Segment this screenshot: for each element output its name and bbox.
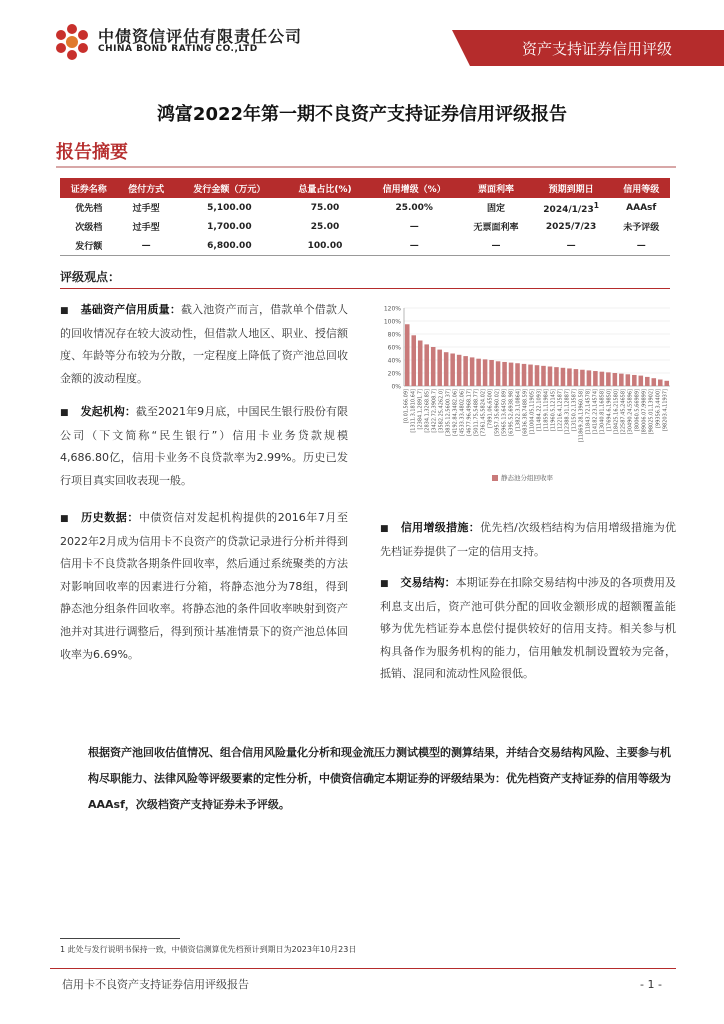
bar: [522, 364, 527, 386]
footnote-divider: [60, 938, 180, 939]
bar: [580, 370, 585, 386]
bar: [574, 369, 579, 386]
x-tick-label: [7361.45,5824.02]: [480, 389, 487, 436]
table-cell: 次级档: [75, 223, 103, 233]
bar: [561, 368, 566, 386]
x-tick-label: [13150.2,13587]: [571, 389, 578, 432]
x-tick-label: [5957.35,6960.02]: [494, 389, 501, 436]
x-tick-label: [4533.33,4802.06]: [459, 389, 466, 436]
x-tick-label: [98203.4,11937]: [662, 389, 669, 432]
table-cell: 25.00%: [395, 202, 433, 213]
header-banner: 资产支持证券信用评级: [470, 30, 724, 66]
bar: [613, 373, 618, 386]
summary-heading: 报告摘要: [56, 142, 128, 163]
view-text: 截至2021年9月底，中国民生银行股份有限公司（下文简称“民生银行”）信用卡业务贷款规模4,686.80亿，信用卡业务不良贷款率为2.99%。历史已发行项目真实回收表现一般。: [60, 405, 348, 487]
table-cell: [530, 198, 613, 217]
bar: [664, 381, 669, 386]
x-tick-label: [1311.3,1810.64]: [410, 389, 417, 433]
page-number: - 1 -: [640, 978, 662, 991]
x-tick-label: [12388.31,12887]: [564, 389, 571, 435]
x-tick-label: [6395.52,6938.98]: [508, 389, 515, 436]
summary-divider: [56, 166, 676, 168]
column-header: 信用等级: [612, 178, 670, 198]
bar: [437, 350, 442, 386]
table-cell: —: [530, 236, 613, 256]
table-cell: 过手型: [132, 204, 160, 214]
table-cell: —: [612, 236, 670, 256]
y-tick-label: 0%: [391, 383, 401, 391]
x-tick-label: [3582.25,4262.0]: [438, 389, 445, 433]
table-cell: 未予评级: [623, 223, 660, 233]
bar: [567, 368, 572, 386]
table-row: [60, 217, 670, 236]
x-tick-label: [11484.22,1093]: [536, 389, 543, 432]
x-tick-label: [14182.23,14574]: [592, 389, 599, 435]
bar: [652, 378, 657, 386]
x-tick-label: [11960.5,12145]: [550, 389, 557, 432]
bar: [541, 366, 546, 386]
bar: [502, 362, 507, 386]
x-tick-label: [3835.12,5600.37]: [445, 389, 452, 436]
table-cell: 5,100.00: [207, 202, 252, 213]
bar: [645, 377, 650, 386]
view-transaction-structure: [380, 572, 676, 686]
column-header: 票面利率: [462, 178, 529, 198]
x-tick-label: [80060.5,66989]: [634, 389, 641, 432]
view-credit-quality: [60, 299, 348, 390]
footer-report-name: 信用卡不良资产支持证券信用评级报告: [62, 978, 249, 991]
x-tick-label: [11843.72,14578]: [585, 389, 592, 435]
footnote-mark: 1: [593, 200, 599, 210]
bar: [418, 341, 423, 387]
table-cell: —: [462, 236, 529, 256]
column-header: 总量占比(%): [284, 178, 366, 198]
bullet-square-icon: ■: [380, 579, 389, 589]
table-cell: 6,800.00: [175, 236, 284, 256]
bar: [515, 363, 520, 386]
company-name-cn: 中债资信评估有限责任公司: [98, 27, 303, 46]
x-tick-label: [13822.3,10864]: [515, 389, 522, 432]
view-lead: 交易结构：: [400, 576, 456, 589]
view-lead: 历史数据：: [81, 511, 139, 524]
footer-divider: [50, 968, 676, 969]
view-lead: 发起机构：: [80, 405, 136, 418]
x-tick-label: [2834.1,3268.85]: [424, 389, 431, 433]
view-text: 本期证券在扣除交易结构中涉及的各项费用及利息支出后，资产池可供分配的回收金额形成的超额覆盖能够为优先档证券本息偿付提供较好的信用支持。相关参与机构具备作为服务机构的能力，信用触发机制设置较为完备，抵销、混同和流动性风险很低。: [380, 576, 677, 681]
column-header: 偿付方式: [117, 178, 174, 198]
view-text: 中债资信对发起机构提供的2016年7月至2022年2月成为信用卡不良资产的贷款记录进行分析并得到信用卡不良贷款各期条件回收率，然后通过系统聚类的方法对影响回收率的因素进行分箱，将静态池分为78组，得到静态池分组条件回收率。将静态池的条件回收率映射到资产池并对其进行调整后，得到预计基准情景下的资产池总体回收率为6.69%。: [60, 511, 348, 661]
x-tick-label: [4192.84,3482.06]: [452, 389, 459, 436]
view-originator: [60, 401, 348, 492]
x-tick-label: [4677.96,4968.17]: [466, 389, 473, 436]
bar: [639, 376, 644, 386]
bar: [535, 365, 540, 386]
bar: [606, 372, 611, 386]
bar: [658, 380, 663, 387]
table-cell: AAAsf: [626, 202, 657, 213]
table-cell: 发行额: [60, 236, 117, 256]
y-tick-label: 100%: [383, 318, 401, 326]
x-tick-label: [22587.45,24658]: [620, 389, 627, 435]
bullet-square-icon: ■: [60, 306, 69, 316]
bar: [463, 356, 468, 386]
bar: [632, 375, 637, 386]
company-name-en: CHINA BOND RATING CO.,LTD: [98, 44, 258, 54]
view-credit-enhancement: [380, 517, 676, 563]
view-lead: 基础资产信用质量：: [80, 303, 181, 316]
y-tick-label: 60%: [387, 344, 401, 352]
page-header: [0, 0, 724, 90]
x-tick-label: [3422.72,3908.7]: [431, 389, 438, 433]
bar: [483, 359, 488, 386]
summary-table: [60, 178, 670, 256]
table-cell: 固定: [487, 204, 506, 214]
legend-swatch: [492, 475, 498, 481]
maturity-date: 2024/1/23: [543, 204, 594, 215]
table-header-row: [60, 178, 670, 198]
view-historical-data: [60, 507, 348, 666]
column-header: 预期到期日: [530, 178, 613, 198]
bar: [593, 371, 598, 386]
bar: [496, 361, 501, 386]
bar: [554, 367, 559, 386]
x-tick-label: [7891.06,6500]: [487, 389, 494, 428]
column-header: 信用增级（%）: [366, 178, 462, 198]
table-cell: 25.00: [310, 221, 340, 232]
bar: [476, 359, 481, 386]
x-tick-label: [98025.01,13902]: [648, 389, 655, 435]
table-cell: —: [366, 236, 462, 256]
x-tick-label: [89006.07,99899]: [641, 389, 648, 435]
x-tick-label: [13040.81,16858]: [599, 389, 606, 435]
table-cell: 2025/7/23: [545, 221, 597, 232]
x-tick-label: [5011.75,5488.77]: [473, 389, 480, 436]
x-tick-label: [11004.05,11905]: [529, 389, 536, 435]
bar: [587, 370, 592, 386]
footnote: 1 此处与发行说明书保持一致，中债资信测算优先档预计到期日为2023年10月23日: [60, 945, 357, 954]
views-divider: [60, 288, 670, 289]
x-tick-label: [5965.13,6450.89]: [501, 389, 508, 436]
x-tick-label: [2384.1,2891.7]: [417, 389, 424, 430]
x-tick-label: [6836.38,7488.59]: [522, 389, 529, 436]
rating-conclusion: 根据资产池回收估值情况、组合信用风险量化分析和现金流压力测试模型的测算结果，并结合交易结构风险、主要参与机构尽职能力、法律风险等评级要素的定性分析，中债资信确定本期证券的评级结果为：优先档资产支持证券的信用等级为AAAsf，次级档资产支持证券未予评级。: [88, 746, 671, 811]
view-lead: 信用增级措施：: [400, 521, 481, 534]
x-tick-label: [0.01,566.09]: [403, 389, 410, 424]
y-tick-label: 40%: [387, 357, 401, 365]
rating-views-label: 评级观点：: [60, 270, 121, 284]
table-cell: —: [117, 236, 174, 256]
y-tick-label: 80%: [387, 331, 401, 339]
recovery-rate-chart: [372, 300, 676, 490]
x-tick-label: [30490.24,55896]: [627, 389, 634, 435]
bullet-square-icon: ■: [380, 524, 389, 534]
bar: [548, 367, 553, 387]
bar: [431, 347, 436, 386]
bar: [411, 335, 416, 386]
bar: [619, 374, 624, 386]
table-cell: 75.00: [310, 202, 340, 213]
table-cell: 100.00: [284, 236, 366, 256]
column-header: 发行金额（万元）: [175, 178, 284, 198]
x-tick-label: [99356.3,4400]: [655, 389, 662, 428]
column-header: 证券名称: [60, 178, 117, 198]
report-title: 鸿富2022年第一期不良资产支持证券信用评级报告: [156, 104, 568, 125]
bar: [528, 365, 533, 386]
table-cell: 无票面利率: [473, 223, 519, 233]
bar: [457, 355, 462, 386]
bar: [600, 372, 605, 386]
table-cell: —: [409, 221, 419, 232]
bar: [450, 354, 455, 387]
bullet-square-icon: ■: [60, 408, 69, 418]
bar: [509, 363, 514, 386]
x-tick-label: [11869.28,13960.58]: [578, 389, 585, 443]
bar: [405, 324, 410, 386]
bar: [470, 357, 475, 386]
table-row: [60, 236, 670, 256]
table-cell: 1,700.00: [207, 221, 252, 232]
bar: [489, 360, 494, 386]
table-cell: 优先档: [75, 204, 103, 214]
bullet-square-icon: ■: [60, 514, 70, 524]
x-tick-label: [17694.6,19850]: [606, 389, 613, 432]
company-logo-icon: [52, 22, 92, 62]
y-tick-label: 20%: [387, 370, 401, 378]
table-row: [60, 198, 670, 217]
y-tick-label: 120%: [383, 305, 401, 313]
table-cell: 过手型: [132, 223, 160, 233]
bar: [444, 352, 449, 386]
bar: [626, 374, 631, 386]
view-text: 优先档/次级档结构为信用增级措施为优先档证券提供了一定的信用支持。: [380, 521, 677, 558]
x-tick-label: [12216.4,12587]: [557, 389, 564, 432]
legend-label: 静态池分组回收率: [501, 474, 553, 482]
bar: [424, 344, 429, 386]
x-tick-label: [11859.1,11984]: [543, 389, 550, 432]
view-text: 截入池资产而言，借款单个借款人的回收情况存在较大波动性，但借款人地区、职业、授信额度、年龄等分布较为分散，一定程度上降低了资产池总回收金额的波动程度。: [60, 303, 349, 385]
x-tick-label: [18425.16,21580]: [613, 389, 620, 435]
